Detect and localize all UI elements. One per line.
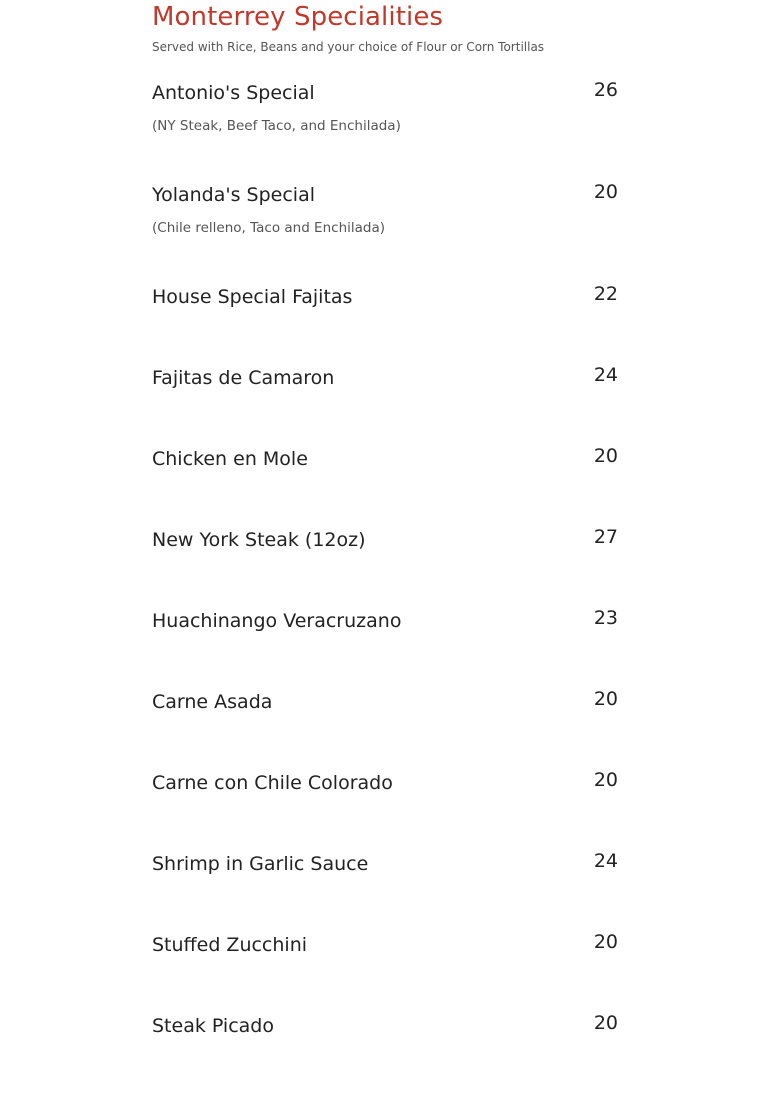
item-price: 22 [593,283,618,305]
menu-item [152,181,618,244]
item-price: 20 [593,688,618,710]
item-name: Shrimp in Garlic Sauce [152,853,369,875]
item-price: 24 [593,850,618,872]
item-name: Carne con Chile Colorado [152,772,393,794]
item-name: Steak Picado [152,1015,274,1037]
item-name: House Special Fajitas [152,286,353,308]
menu-item [152,1012,618,1075]
item-price: 20 [593,181,618,203]
item-description: (Chile relleno, Taco and Enchilada) [152,220,386,236]
item-name: Antonio's Special [152,82,315,104]
menu-item [152,607,618,670]
item-price: 26 [593,79,618,101]
menu-item [152,769,618,832]
menu-item [152,364,618,427]
item-price: 20 [593,931,618,953]
menu-item [152,526,618,589]
item-name: New York Steak (12oz) [152,529,366,551]
menu-item [152,931,618,994]
item-name: Yolanda's Special [152,184,315,206]
item-price: 20 [593,769,618,791]
item-name: Huachinango Veracruzano [152,610,402,632]
menu-item [152,79,618,142]
menu-item [152,850,618,913]
item-name: Fajitas de Camaron [152,367,335,389]
section-subtitle: Served with Rice, Beans and your choice of Flour or Corn Tortillas [152,40,545,54]
item-description: (NY Steak, Beef Taco, and Enchilada) [152,118,401,134]
item-name: Stuffed Zucchini [152,934,308,956]
item-price: 20 [593,445,618,467]
menu-item [152,445,618,508]
item-price: 27 [593,526,618,548]
menu-item [152,688,618,751]
section-title: Monterrey Specialities [152,2,444,32]
item-price: 23 [593,607,618,629]
item-name: Carne Asada [152,691,273,713]
item-price: 24 [593,364,618,386]
item-price: 20 [593,1012,618,1034]
menu-item [152,283,618,346]
item-name: Chicken en Mole [152,448,308,470]
